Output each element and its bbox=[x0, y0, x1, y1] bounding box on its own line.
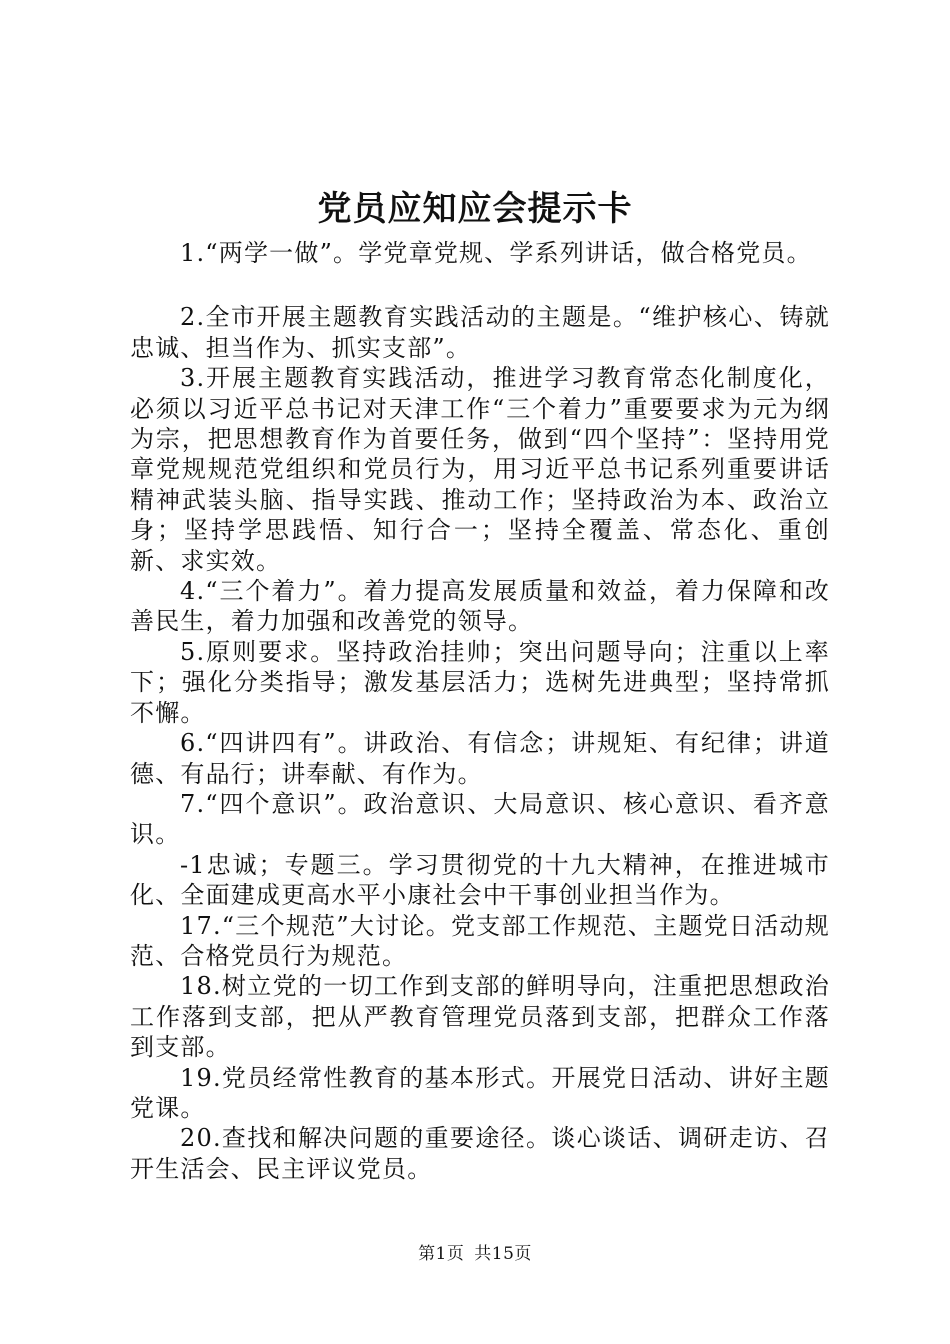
paragraph: 18.树立党的一切工作到支部的鲜明导向，注重把思想政治工作落到支部，把从严教育管理党员落到支部，把群众工作落到支部。 bbox=[130, 972, 830, 1062]
paragraph: 17.“三个规范”大讨论。党支部工作规范、主题党日活动规范、合格党员行为规范。 bbox=[130, 911, 830, 970]
document-body bbox=[130, 238, 830, 1184]
document-title: 党员应知应会提示卡 bbox=[317, 189, 633, 229]
paragraph: 3.开展主题教育实践活动，推进学习教育常态化制度化，必须以习近平总书记对天津工作“三个着力”重要要求为元为纲为宗，把思想教育作为首要任务，做到“四个坚持”：坚持用党章党规规范党组织和党员行为，用习近平总书记系列重要讲话精神武装头脑、指导实践、推动工作；坚持政治为本、政治立身；坚持学思践悟、知行合一；坚持全覆盖、常态化、重创新、求实效。 bbox=[130, 364, 830, 575]
paragraph: 19.党员经常性教育的基本形式。开展党日活动、讲好主题党课。 bbox=[130, 1063, 830, 1122]
paragraph: 5.原则要求。坚持政治挂帅；突出问题导向；注重以上率下；强化分类指导；激发基层活力；选树先进典型；坚持常抓不懈。 bbox=[130, 637, 830, 727]
paragraph: 6.“四讲四有”。讲政治、有信念；讲规矩、有纪律；讲道德、有品行；讲奉献、有作为。 bbox=[130, 729, 830, 788]
paragraph: 4.“三个着力”。着力提高发展质量和效益，着力保障和改善民生，着力加强和改善党的领导。 bbox=[130, 577, 830, 636]
total-page-count: 共15页 bbox=[474, 1244, 532, 1264]
paragraph: 1.“两学一做”。学党章党规、学系列讲话，做合格党员。 bbox=[180, 239, 812, 267]
paragraph: 20.查找和解决问题的重要途径。谈心谈话、调研走访、召开生活会、民主评议党员。 bbox=[130, 1124, 830, 1183]
paragraph: 7.“四个意识”。政治意识、大局意识、核心意识、看齐意识。 bbox=[130, 789, 830, 849]
current-page-number: 第1页 bbox=[418, 1244, 465, 1264]
paragraph: -1忠诚；专题三。学习贯彻党的十九大精神，在推进城市化、全面建成更高水平小康社会中干事创业担当作为。 bbox=[130, 850, 830, 910]
paragraph: 2.全市开展主题教育实践活动的主题是。“维护核心、铸就忠诚、担当作为、抓实支部”。 bbox=[130, 303, 830, 362]
page-footer bbox=[0, 1242, 950, 1266]
